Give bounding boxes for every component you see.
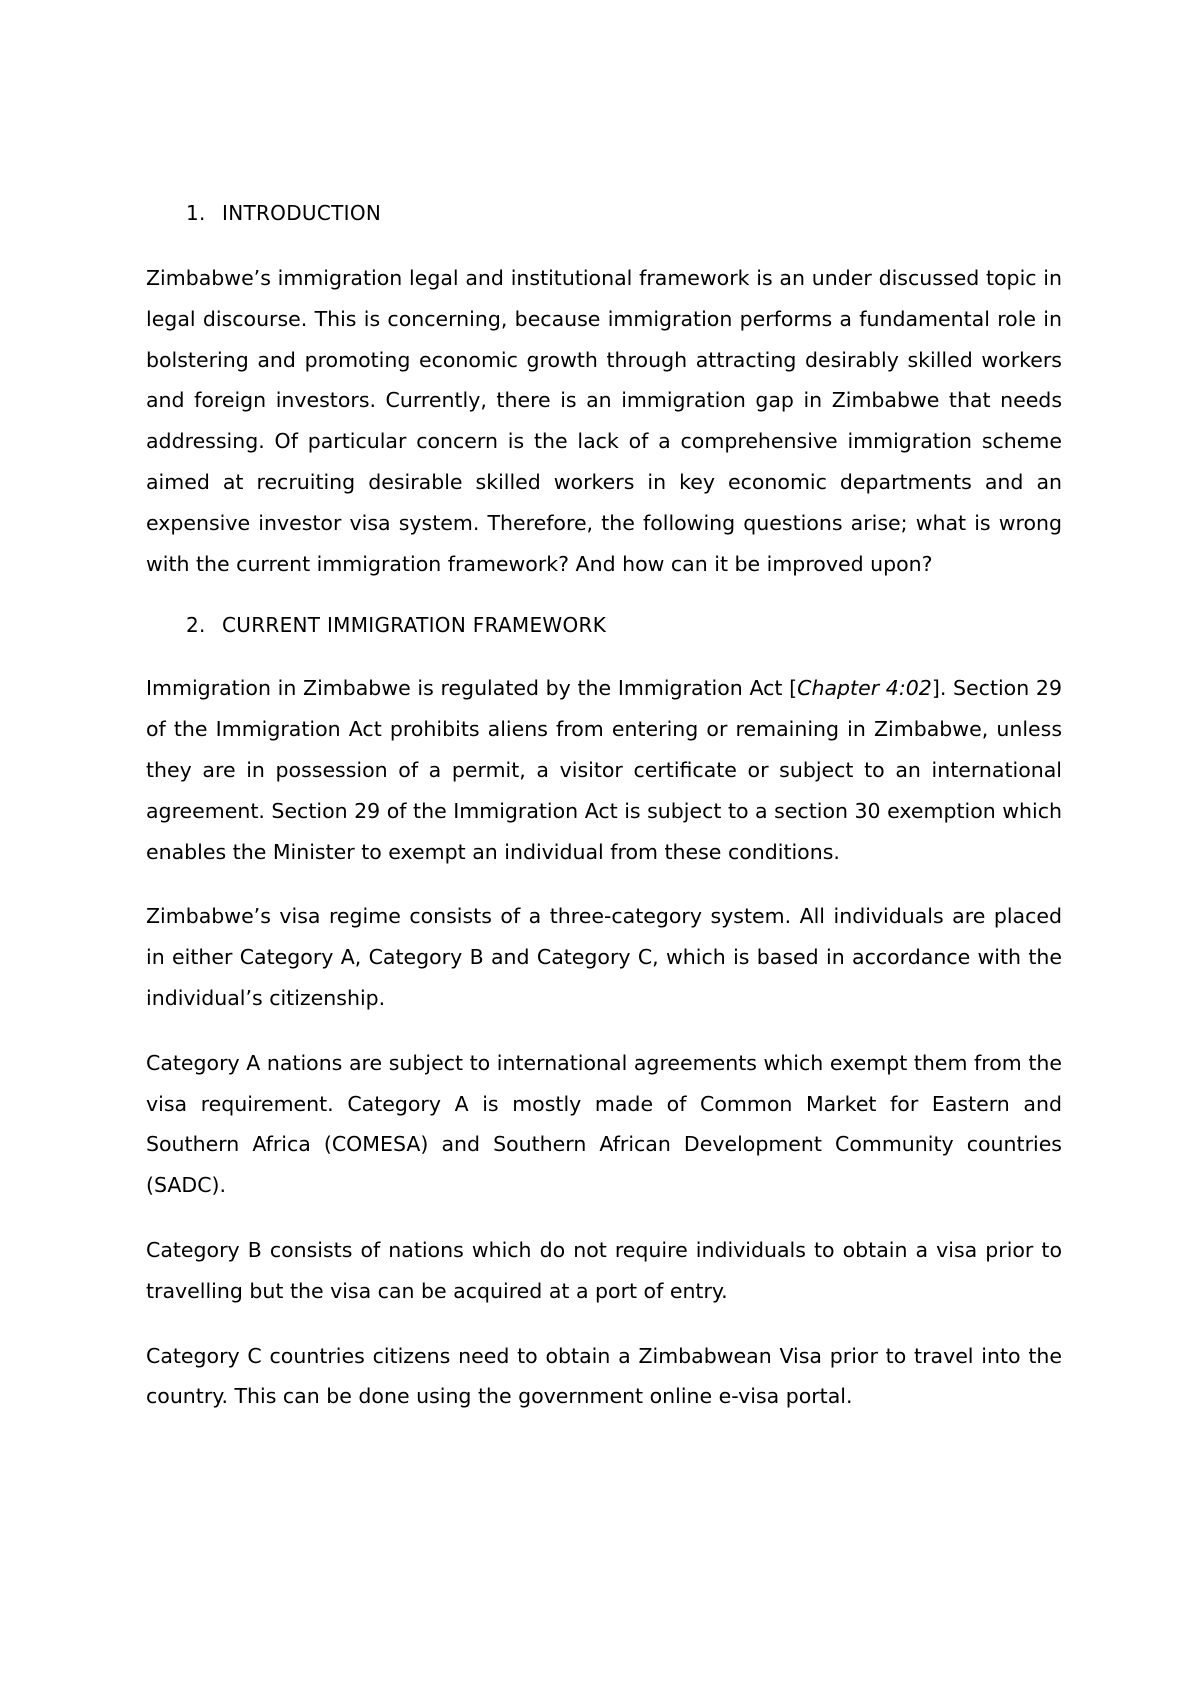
act-text-rest: ]. Section 29 of the Immigration Act prohibits aliens from entering or remaining in Zimbabwe, unless they are in possession of a permit, a visitor certificate or subject to an international agreement. Section 29 of the Immigration Act is subject to a section 30 exemption which enables the Minister to exempt an individual from these conditions. [146,676,1062,864]
section-heading-introduction [186,196,1062,230]
section-heading-current-framework [186,608,1062,642]
introduction-paragraph: Zimbabwe’s immigration legal and institutional framework is an under discussed topic in legal discourse. This is concerning, because immigration performs a fundamental role in bolstering and promoting economic growth through attracting desirably skilled workers and foreign investors. Currently, there is an immigration gap in Zimbabwe that needs addressing. Of particular concern is the lack of a comprehensive immigration scheme aimed at recruiting desirable skilled workers in key economic departments and an expensive investor visa system. Therefore, the following questions arise; what is wrong with the current immigration framework? And how can it be improved upon? [146,266,1062,576]
act-chapter-citation: Chapter 4:02 [797,676,932,701]
section-title: INTRODUCTION [222,201,382,225]
document-content [146,196,1062,1441]
act-text-start: Immigration in Zimbabwe is regulated by the Immigration Act [ [146,676,798,701]
framework-paragraph-visa-regime: Zimbabwe’s visa regime consists of a three-category system. All individuals are placed in either Category A, Category B and Category C, which is based in accordance with the individual’s citizenship. [146,904,1062,1010]
framework-paragraph-act [146,668,1062,872]
framework-paragraph-category-b: Category B consists of nations which do not require individuals to obtain a visa prior to travelling but the visa can be acquired at a port of entry. [146,1237,1062,1303]
section-number: 1. [186,201,206,225]
framework-paragraph-category-c: Category C countries citizens need to obtain a Zimbabwean Visa prior to travel into the country. This can be done using the government online e-visa portal. [146,1343,1062,1409]
section-number: 2. [186,613,206,638]
framework-paragraph-category-a: Category A nations are subject to international agreements which exempt them from the visa requirement. Category A is mostly made of Common Market for Eastern and Southern Africa (COMESA) and Southern African Development Community countries (SADC). [146,1050,1062,1198]
section-title: CURRENT IMMIGRATION FRAMEWORK [222,613,607,638]
